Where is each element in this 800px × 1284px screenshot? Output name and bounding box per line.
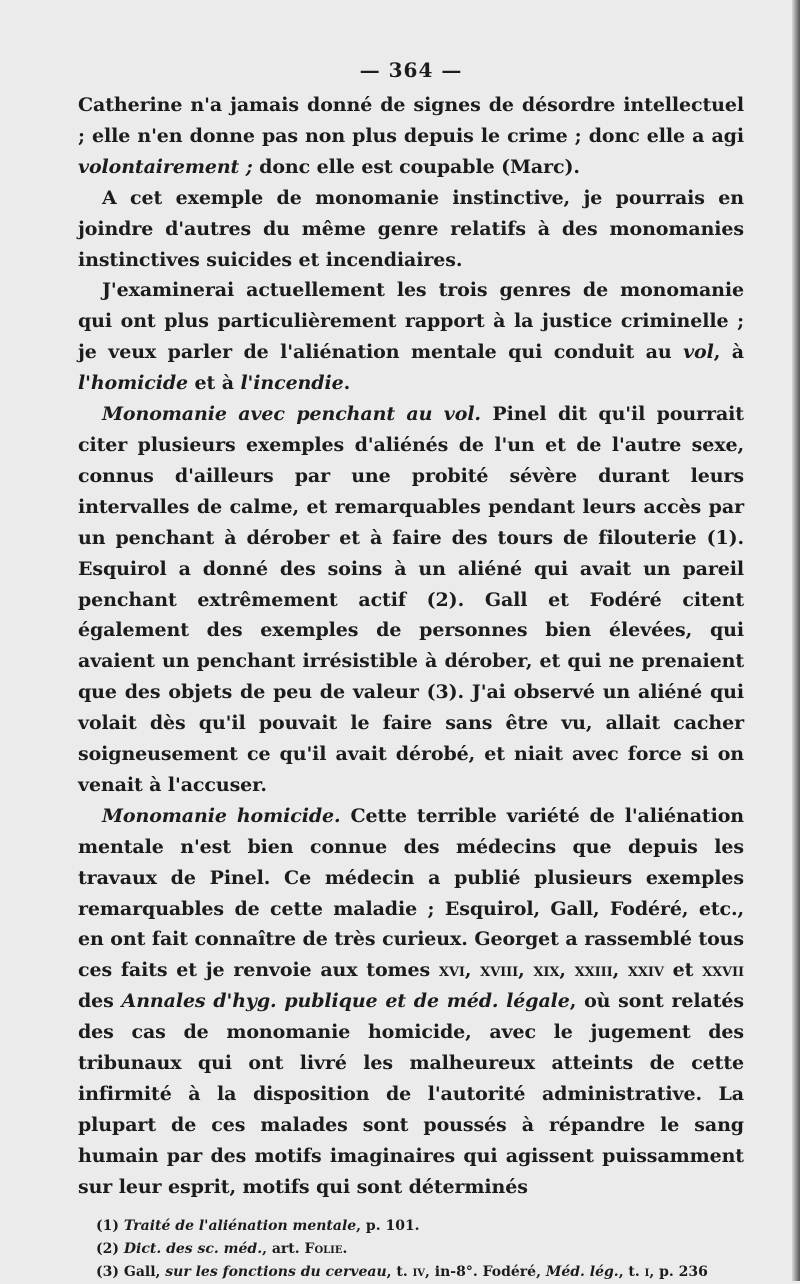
text-run-smallcaps: xxvii — [702, 959, 744, 982]
text-run-italic: sur les fonctions du cerveau — [165, 1263, 387, 1280]
footnote — [78, 1261, 744, 1284]
text-run: , à — [713, 341, 744, 364]
text-run: J'examinerai actuellement les trois genres de monomanie qui ont plus particulièrement rapport à la justice criminelle ; je veux parler de l'aliénation mentale qui conduit au — [78, 279, 744, 364]
text-run: et — [663, 959, 703, 982]
paragraph — [78, 801, 744, 1203]
text-run-smallcaps: iv — [412, 1263, 426, 1280]
text-run-italic: l'homicide — [78, 372, 189, 395]
text-run: , t. — [386, 1263, 413, 1280]
text-run: (2) — [96, 1240, 124, 1257]
text-run-italic: vol — [683, 341, 714, 364]
text-run: , t. — [618, 1263, 645, 1280]
text-run: . — [343, 372, 351, 395]
text-run: , art. — [262, 1240, 305, 1257]
text-run: Catherine n'a jamais donné de signes de désordre intellectuel ; elle n'en donne pas non plus depuis le crime ; donc elle a agi — [78, 94, 744, 147]
text-run: (1) — [96, 1217, 124, 1234]
text-run: Cette terrible variété de l'aliénation mentale n'est bien connue des médecins que depuis les travaux de Pinel. Ce médecin a publié plusieurs exemples remarquables de cette maladie ; Esquirol, Gall, Fodéré, etc., en ont fait connaître de très curieux. Georget a rassemblé tous ces faits et je renvoie aux tomes — [78, 804, 744, 982]
text-run: . — [342, 1240, 348, 1257]
footnote — [78, 1238, 744, 1261]
footnote — [78, 1215, 744, 1238]
text-run: donc elle est coupable (Marc). — [252, 155, 580, 178]
text-run: des — [78, 990, 122, 1013]
page-number: — 364 — — [359, 58, 463, 82]
text-run: , in-8°. Fodéré, — [425, 1263, 546, 1280]
text-run: , p. 236 — [649, 1263, 708, 1280]
text-run-italic: l'incendie — [240, 372, 344, 395]
text-run: A cet exemple de monomanie instinctive, je pourrais en joindre d'autres du même genre relatifs à des monomanies instinctives suicides et incendiaires. — [78, 186, 744, 271]
text-run-smallcaps: i — [644, 1263, 650, 1280]
paragraph — [78, 399, 744, 801]
paragraph — [78, 90, 744, 183]
text-run: , p. 101. — [356, 1217, 420, 1234]
text-run-italic: Monomanie avec penchant au vol. — [102, 403, 481, 426]
text-run-italic: Monomanie homicide. — [102, 804, 341, 827]
paragraph — [78, 275, 744, 399]
paragraph — [78, 183, 744, 276]
page-edge — [792, 0, 800, 1281]
text-run-italic: Annales d'hyg. publique et de méd. légale — [121, 990, 570, 1013]
text-run: , où sont relatés des cas de monomanie homicide, avec le jugement des tribunaux qui ont livré les malheureux atteints de cette infirmité à la disposition de l'autorité administrative. La plupart de ces malades sont poussés à répandre le sang humain par des motifs imaginaires qui agissent puissamment sur leur esprit, motifs qui sont déterminés — [78, 990, 744, 1198]
text-run-italic: Traité de l'aliénation mentale — [123, 1217, 357, 1234]
book-page — [78, 58, 744, 1284]
text-run-italic: volontairement ; — [78, 155, 253, 178]
text-run: Pinel dit qu'il pourrait citer plusieurs exemples d'aliénés de l'un et de l'autre sexe, connus d'ailleurs par une probité sévère durant leurs intervalles de calme, et remarquables pendant leurs accès par un penchant à dérober et à faire des tours de filouterie (1). Esquirol a donné des soins à un aliéné qui avait un pareil penchant extrêmement actif (2). Gall et Fodéré citent également des exemples de personnes bien élevées, qui avaient un penchant irrésistible à dérober, et qui ne prenaient que des objets de peu de valeur (3). J'ai observé un aliéné qui volait dès qu'il pouvait le faire sans être vu, allait cacher soigneusement ce qu'il avait dérobé, et niait avec force si on venait à l'accuser. — [78, 403, 744, 796]
text-run-italic: Méd. lég. — [545, 1263, 619, 1280]
text-run-smallcaps: xvi, xviii, xix, xxiii, xxiv — [438, 959, 664, 982]
text-run-italic: Dict. des sc. méd. — [123, 1240, 263, 1257]
text-run-smallcaps: Folie — [304, 1240, 343, 1257]
text-run: (3) Gall, — [96, 1263, 166, 1280]
body-text — [78, 90, 744, 1203]
footnotes — [78, 1215, 744, 1284]
text-run: et à — [188, 372, 241, 395]
